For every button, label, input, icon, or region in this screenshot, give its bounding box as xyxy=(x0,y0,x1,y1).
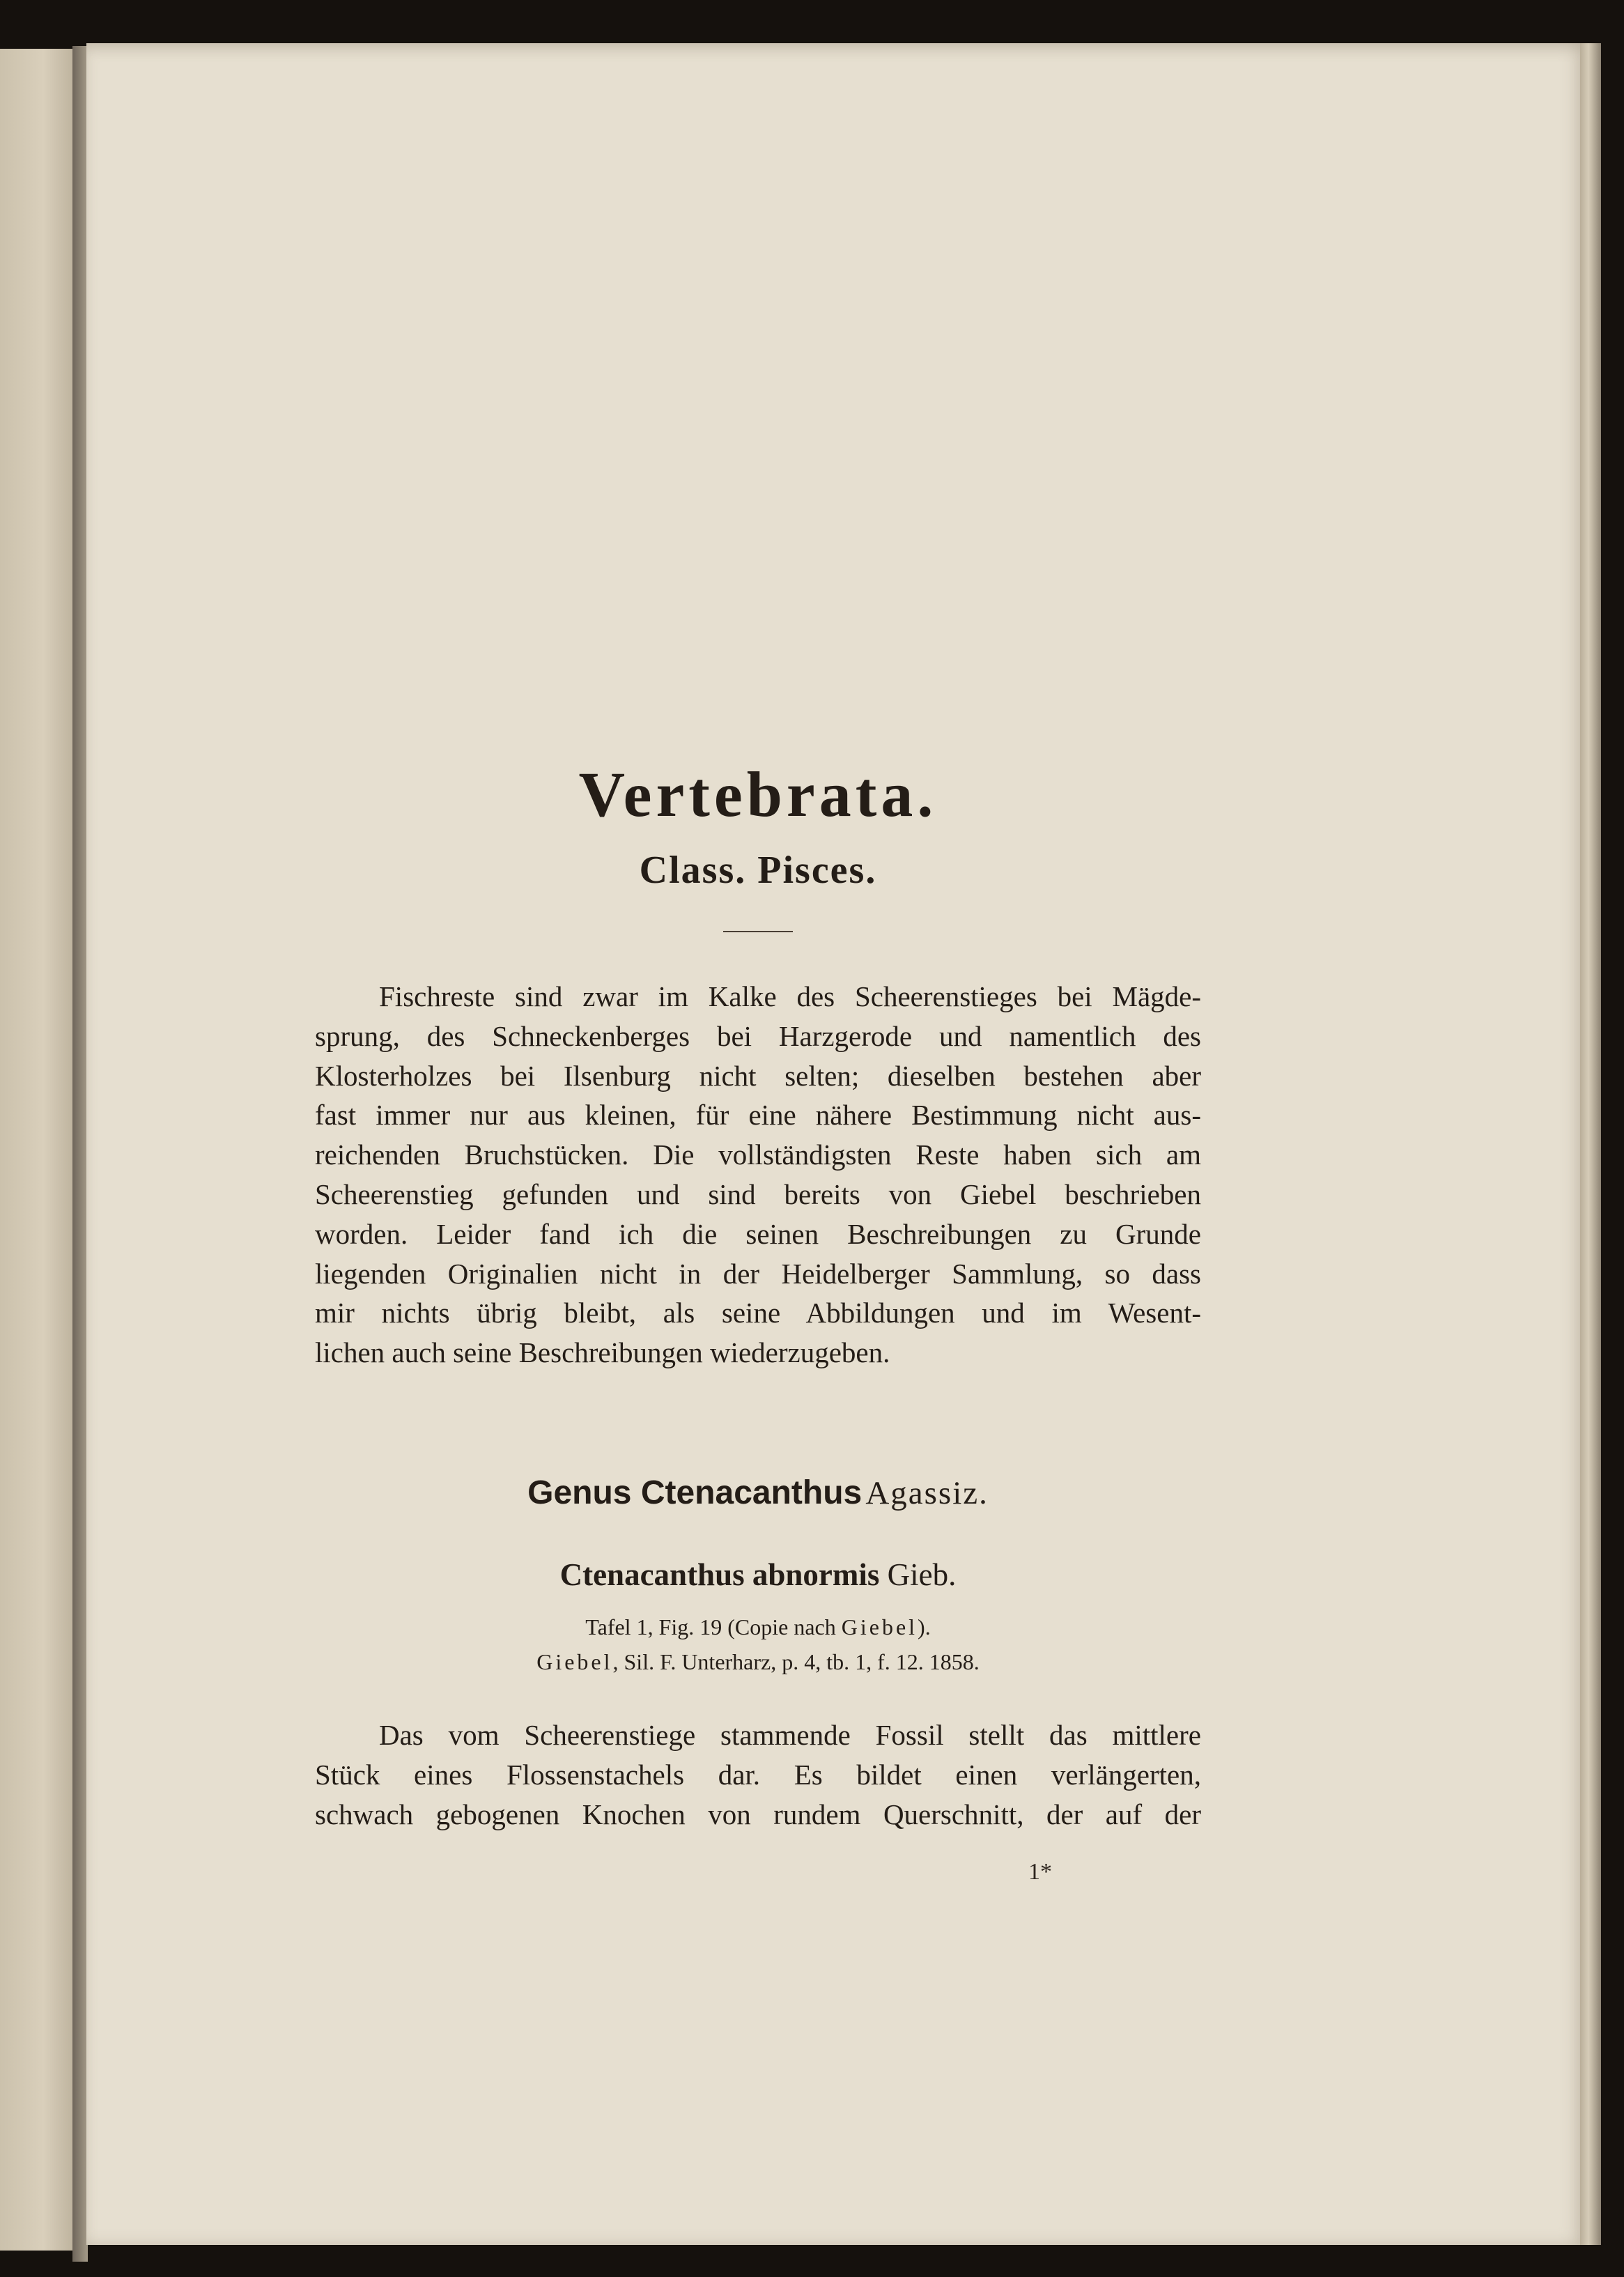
literature-author: Giebel xyxy=(536,1649,613,1674)
text-line: Stück eines Flossenstachels dar. Es bildet einen verlängerten, xyxy=(315,1758,1201,1791)
page-gutter xyxy=(72,46,88,2262)
description-paragraph xyxy=(315,1715,1201,1834)
text-line: Klosterholzes bei Ilsenburg nicht selten; dieselben bestehen aber xyxy=(315,1059,1201,1092)
page-right-edge xyxy=(1580,43,1601,2245)
previous-page-edge xyxy=(0,49,72,2251)
text-line: Das vom Scheerenstiege stammende Fossil stellt das mittlere xyxy=(379,1718,1201,1751)
species-author: Gieb. xyxy=(887,1557,957,1592)
text-line: mir nichts übrig bleibt, als seine Abbildungen und im Wesent- xyxy=(315,1297,1201,1329)
class-heading: Class. Pisces. xyxy=(639,849,877,892)
text-line: fast immer nur aus kleinen, für eine nähere Bestimmung nicht aus- xyxy=(315,1099,1201,1132)
text-line: liegenden Originalien nicht in der Heidelberger Sammlung, so dass xyxy=(315,1257,1201,1290)
sheet-signature: 1* xyxy=(1028,1859,1052,1885)
page-title: Vertebrata. xyxy=(578,759,938,830)
species-name: Ctenacanthus abnormis xyxy=(559,1557,880,1592)
plate-reference xyxy=(315,1610,1201,1644)
text-line: lichen auch seine Beschreibungen wiederzugeben. xyxy=(315,1336,890,1369)
text-line: sprung, des Schneckenberges bei Harzgerode und namentlich des xyxy=(315,1019,1201,1052)
text-line: Fischreste sind zwar im Kalke des Scheerenstieges bei Mägde- xyxy=(379,980,1201,1012)
page-content xyxy=(315,752,1201,1834)
intro-paragraph xyxy=(315,977,1201,1373)
plate-reference-prefix: Tafel 1, Fig. 19 (Copie nach xyxy=(585,1614,836,1639)
plate-reference-author: Giebel xyxy=(841,1614,918,1639)
species-heading xyxy=(315,1554,1201,1596)
text-line: Scheerenstieg gefunden und sind bereits von Giebel beschrieben xyxy=(315,1178,1201,1210)
plate-reference-suffix: ). xyxy=(918,1614,931,1639)
genus-heading xyxy=(315,1469,1201,1525)
text-line: reichenden Bruchstücken. Die vollständigsten Reste haben sich am xyxy=(315,1138,1201,1171)
divider-rule xyxy=(723,931,793,932)
literature-reference xyxy=(315,1644,1201,1679)
genus-author: Agassiz. xyxy=(865,1474,989,1511)
text-line: schwach gebogenen Knochen von rundem Querschnitt, der auf der xyxy=(315,1798,1201,1830)
genus-name: Genus Ctenacanthus xyxy=(527,1474,863,1511)
text-line: worden. Leider fand ich die seinen Beschreibungen zu Grunde xyxy=(315,1217,1201,1250)
literature-details: , Sil. F. Unterharz, p. 4, tb. 1, f. 12. 1858. xyxy=(612,1649,980,1674)
